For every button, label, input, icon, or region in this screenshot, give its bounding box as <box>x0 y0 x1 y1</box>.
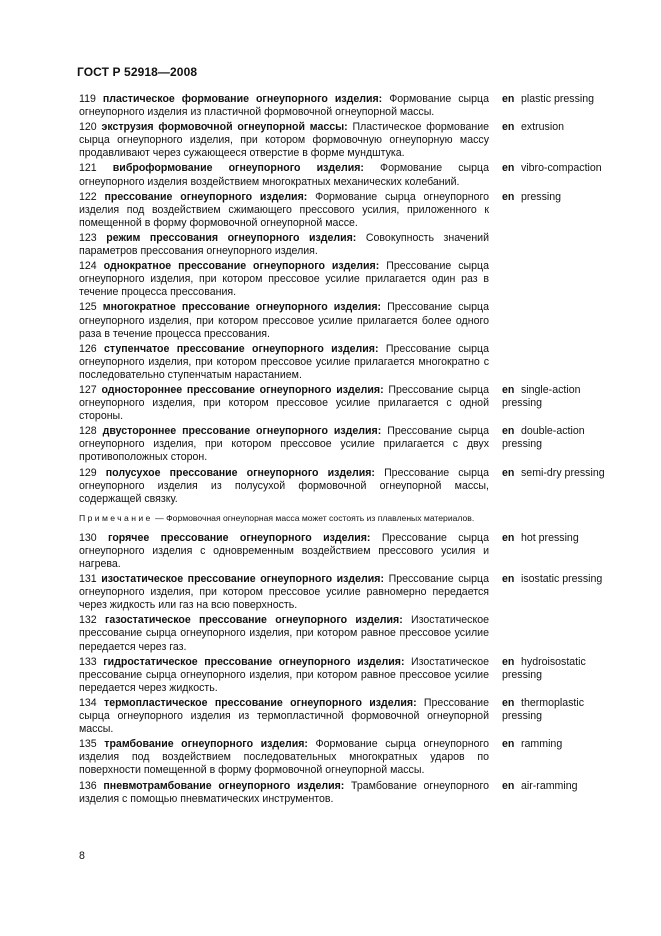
entry-text <box>79 93 489 119</box>
lang-tag: en <box>502 383 515 396</box>
lang-tag: en <box>502 655 515 668</box>
entry-number: 119 <box>79 93 96 105</box>
entry-text <box>79 301 489 340</box>
entry-term: прессование огнеупорного изделия: <box>104 190 308 203</box>
entry-definition: Прессование сырца огнеупорного изделия из полусухой формовочной огнеупорной массы, содержащей связку. <box>79 466 489 505</box>
entry-term: экструзия формовочной огнеупорной массы: <box>101 121 348 134</box>
entry-number: 133 <box>79 655 97 668</box>
entry-term: гидростатическое прессование огнеупорного изделия: <box>103 655 405 668</box>
english-term: extrusion <box>521 121 564 134</box>
entry-text <box>79 425 489 464</box>
lang-tag: en <box>502 738 515 751</box>
entry-term: двустороннее прессование огнеупорного изделия: <box>102 425 382 438</box>
english-term: isostatic pressing <box>521 573 603 586</box>
entry-125 <box>79 301 631 340</box>
entry-number: 135 <box>79 738 97 751</box>
entry-term: полусухое прессование огнеупорного изделия: <box>105 466 375 479</box>
english-term: hot pressing <box>521 531 579 544</box>
entry-term: пневмотрамбование огнеупорного изделия: <box>103 779 345 792</box>
entry-term: виброформование огнеупорного изделия: <box>112 162 364 175</box>
entry-text <box>79 656 489 695</box>
document-header: ГОСТ Р 52918—2008 <box>77 65 198 79</box>
lang-tag: en <box>502 190 515 203</box>
entry-definition: Формование сырца огнеупорного изделия из пластичной формовочной огнеупорной массы. <box>79 93 490 119</box>
entry-number: 120 <box>79 121 97 134</box>
lang-tag: en <box>502 531 515 544</box>
entry-120 <box>79 121 631 160</box>
entry-definition: Пластическое формование сырца огнеупорного изделия, при котором формовочную огнеупорную массу продавливают через сужающееся отверстие в форме мундштука. <box>79 121 490 160</box>
entry-text <box>79 532 489 571</box>
entry-definition: Прессование сырца огнеупорного изделия с одновременным воздействием прессового усилия и нагрева. <box>79 531 489 570</box>
entry-definition: Прессование сырца огнеупорного изделия, при котором прессовое усилие прилагается с двух противоположных сторон. <box>79 425 489 464</box>
entry-definition: Изостатическое прессование сырца огнеупорного изделия, при котором равное прессовое усилие передается через жидкость. <box>79 655 489 694</box>
entry-text <box>79 343 489 382</box>
note <box>79 512 489 524</box>
entry-text <box>79 738 489 777</box>
entry-number: 136 <box>79 779 97 792</box>
english-term: thermoplastic pressing <box>502 696 584 723</box>
entry-text <box>79 191 489 230</box>
lang-tag: en <box>502 779 515 792</box>
english-term: plastic pressing <box>521 93 595 105</box>
entry-119 <box>79 93 631 119</box>
entry-121 <box>79 162 631 188</box>
entry-text <box>79 260 489 299</box>
entry-123 <box>79 232 631 258</box>
entry-definition: Прессование сырца огнеупорного изделия, при котором прессовое усилие равномерно передается через жидкость или газ на всю поверхность. <box>79 573 489 612</box>
entry-130 <box>79 532 631 571</box>
note-label: Примечание <box>79 512 153 523</box>
entry-number: 127 <box>79 383 97 396</box>
english-equivalent <box>502 425 622 464</box>
entry-term: трамбование огнеупорного изделия: <box>104 738 308 751</box>
english-term: ramming <box>521 738 563 751</box>
entry-number: 124 <box>79 260 97 273</box>
entry-text <box>79 780 489 806</box>
entry-number: 121 <box>79 162 97 175</box>
english-equivalent <box>502 532 622 571</box>
entry-text <box>79 573 489 612</box>
entry-definition: Формование сырца огнеупорного изделия воздействием многократных механических колебаний. <box>79 162 489 188</box>
entry-definition: Прессование сырца огнеупорного изделия, при котором прессовое усилие прилагается с одной стороны. <box>79 383 489 423</box>
lang-tag: en <box>502 466 515 479</box>
english-term: air-ramming <box>521 779 578 792</box>
entry-term: газостатическое прессование огнеупорного изделия: <box>104 614 403 627</box>
english-equivalent <box>502 467 622 506</box>
entry-126 <box>79 343 631 382</box>
english-equivalent <box>502 384 622 423</box>
entry-122 <box>79 191 631 230</box>
lang-tag: en <box>502 121 515 134</box>
english-term: double-action pressing <box>502 425 585 451</box>
english-equivalent <box>502 573 622 612</box>
entry-text <box>79 162 489 188</box>
english-term: vibro-compaction <box>521 162 602 175</box>
english-term: semi-dry pressing <box>521 466 605 479</box>
entry-term: одностороннее прессование огнеупорного изделия: <box>101 383 384 396</box>
entry-135 <box>79 738 631 777</box>
lang-tag: en <box>502 425 515 438</box>
entry-definition: Изостатическое прессование сырца огнеупорного изделия, при котором равное прессовое усилие передается через газ. <box>79 614 489 653</box>
english-term: single-action pressing <box>502 383 581 410</box>
english-equivalent <box>502 121 622 160</box>
entry-124 <box>79 260 631 299</box>
entry-text <box>79 614 489 653</box>
entry-definition: Прессование сырца огнеупорного изделия, при котором прессовое усилие прилагается более одного раза в течение процесса прессования. <box>79 301 489 340</box>
entry-128 <box>79 425 631 464</box>
entry-number: 134 <box>79 696 97 709</box>
english-equivalent <box>502 656 622 695</box>
english-term: hydroisostatic pressing <box>502 655 586 681</box>
entry-term: горячее прессование огнеупорного изделия: <box>108 531 371 544</box>
entry-term: однократное прессование огнеупорного изделия: <box>103 260 380 273</box>
entry-term: ступенчатое прессование огнеупорного изделия: <box>104 342 379 355</box>
entry-term: режим прессования огнеупорного изделия: <box>106 231 357 244</box>
entry-number: 123 <box>79 231 97 244</box>
english-equivalent <box>502 780 622 806</box>
english-term: pressing <box>521 190 562 203</box>
entry-text <box>79 121 489 160</box>
entry-definition: Трамбование огнеупорного изделия с помощью пневматических инструментов. <box>79 779 489 805</box>
entry-number: 122 <box>79 190 97 203</box>
english-equivalent <box>502 191 622 230</box>
entry-term: многократное прессование огнеупорного изделия: <box>102 301 382 314</box>
english-equivalent <box>502 162 622 188</box>
lang-tag: en <box>502 162 515 175</box>
entry-definition: Формование сырца огнеупорного изделия под воздействием сжимающего прессового усилия, приложенного к помещенной в форму формовочной огнеупорной массе. <box>79 190 489 229</box>
entry-definition: Формование сырца огнеупорного изделия под воздействием последовательных многократных ударов по поверхности помещенной в форму формовочной огнеупорной массы. <box>79 738 489 777</box>
entry-text <box>79 697 489 736</box>
lang-tag: en <box>502 696 515 709</box>
entry-number: 131 <box>79 573 97 586</box>
lang-tag: en <box>502 93 515 105</box>
entry-number: 126 <box>79 342 97 355</box>
entry-term: пластическое формование огнеупорного изделия: <box>102 93 383 105</box>
entry-134 <box>79 697 631 736</box>
entry-133 <box>79 656 631 695</box>
entry-definition: Прессование сырца огнеупорного изделия из термопластичной формовочной огнеупорной массы. <box>79 696 489 736</box>
page-number: 8 <box>79 850 85 862</box>
entry-132 <box>79 614 631 653</box>
english-equivalent <box>502 697 622 736</box>
entry-number: 128 <box>79 425 97 438</box>
lang-tag: en <box>502 573 515 586</box>
english-equivalent <box>502 738 622 777</box>
entry-129 <box>79 467 631 506</box>
entry-number: 132 <box>79 614 97 627</box>
entry-definition: Совокупность значений параметров прессования огнеупорного изделия. <box>79 231 490 258</box>
entry-text <box>79 232 489 258</box>
entry-136 <box>79 780 631 806</box>
english-equivalent <box>502 93 622 119</box>
entry-127 <box>79 384 631 423</box>
entry-term: термопластическое прессование огнеупорного изделия: <box>104 696 417 709</box>
glossary-entries <box>79 93 631 808</box>
entry-term: изостатическое прессование огнеупорного изделия: <box>101 573 384 586</box>
note-dash: — <box>155 512 164 523</box>
entry-131 <box>79 573 631 612</box>
entry-definition: Прессование сырца огнеупорного изделия, при котором прессовое усилие прилагается многократно с последовательно ступенчатым нарастанием. <box>79 342 489 381</box>
entry-text <box>79 384 489 423</box>
entry-text <box>79 467 489 506</box>
note-text: Формовочная огнеупорная масса может состоять из плавленых материалов. <box>166 512 475 523</box>
entry-number: 129 <box>79 466 97 479</box>
entry-definition: Прессование сырца огнеупорного изделия, при котором прессовое усилие прилагается один раз в течение процесса прессования. <box>79 260 489 299</box>
entry-number: 125 <box>79 301 97 314</box>
entry-number: 130 <box>79 531 97 544</box>
